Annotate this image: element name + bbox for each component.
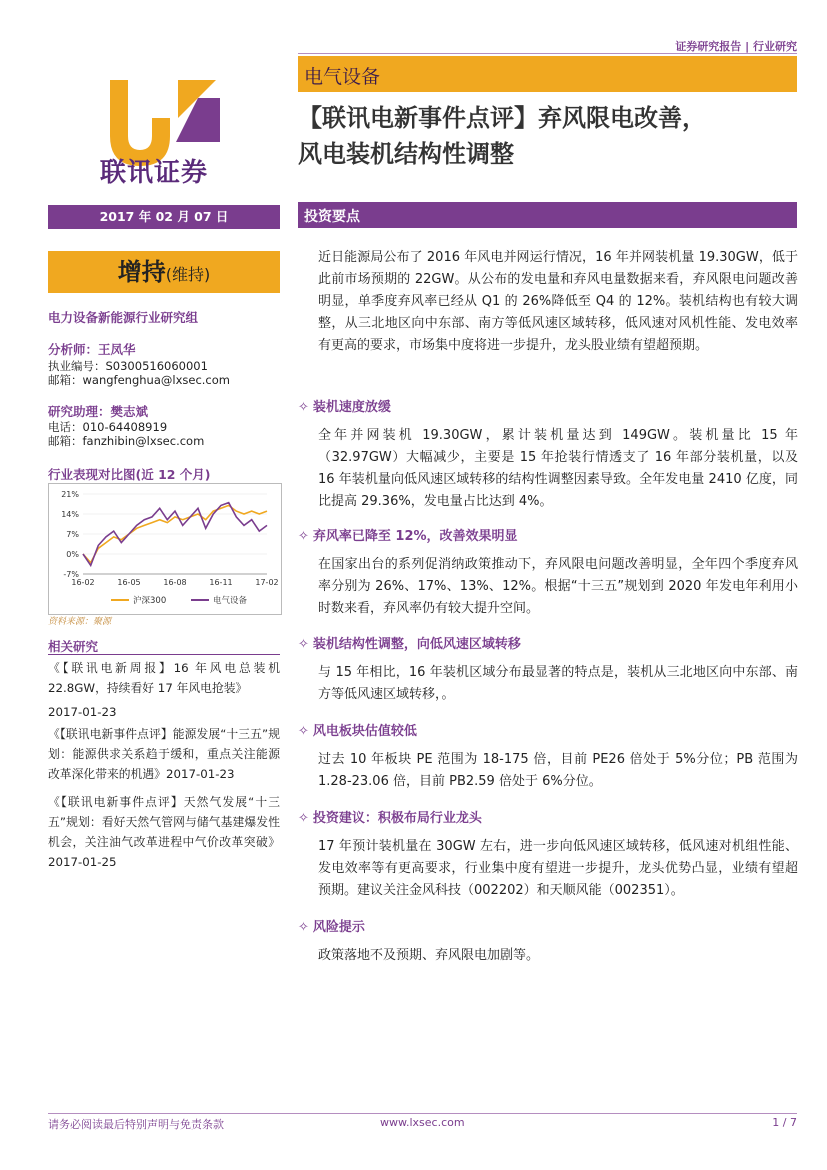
diamond-icon: ✧ (298, 400, 309, 415)
section-body: 过去 10 年板块 PE 范围为 18-175 倍，目前 PE26 倍处于 5%分位；PB 范围为 1.28-23.06 倍，目前 PB2.59 倍处于 6%分位。 (318, 752, 798, 789)
company-logo-text: 联讯证券 (100, 158, 209, 188)
x-tick-label: 16-08 (163, 578, 187, 587)
title-line-2: 风电装机结构性调整 (298, 140, 514, 168)
page-number: 1 / 7 (772, 1116, 797, 1129)
rating-sub: (维持) (165, 265, 211, 284)
analyst-cert: 执业编号：S0300516060001 (48, 359, 208, 373)
section-body: 与 15 年相比，16 年装机区域分布最显著的特点是，装机从三北地区向中东部、南方等低风速区域转移，。 (318, 665, 798, 702)
footer-disclaimer[interactable]: 请务必阅读最后特别声明与免责条款 (48, 1118, 224, 1131)
diamond-icon: ✧ (298, 637, 309, 652)
report-title (298, 100, 798, 172)
y-tick-label: 14% (61, 510, 79, 519)
diamond-icon: ✧ (298, 811, 309, 826)
chart-svg (49, 484, 281, 614)
y-tick-label: 0% (66, 550, 79, 559)
x-tick-label: 16-05 (117, 578, 141, 587)
analyst-email[interactable]: 邮箱：wangfenghua@lxsec.com (48, 373, 230, 387)
key-points-title: 投资要点 (304, 209, 360, 225)
sector-label: 电气设备 (304, 66, 381, 88)
footer-website[interactable]: www.lxsec.com (380, 1116, 465, 1129)
analyst-info (48, 359, 230, 387)
intro-paragraph: 近日能源局公布了 2016 年风电并网运行情况，16 年并网装机量 19.30GW，低于此前市场预期的 22GW。从公布的发电量和弃风电量数据来看，弃风限电问题改善明显，单季度弃风率已经从 Q1 的 26%降低至 Q4 的 12%。装机结构也有较大调整，从三北地区向中东部、南方等低风速区域转移，低风速对风机性能、发电效率有更高的要求，市场集中度将进一步提升，龙头股业绩有望超预期。 (318, 250, 798, 353)
section-body: 在国家出台的系列促消纳政策推动下，弃风限电问题改善明显，全年四个季度弃风率分别为 26%、17%、13%、12%。根据“十三五”规划到 2020 年发电年利用小时数来看，弃风率仍有较大提升空间。 (318, 557, 798, 616)
analyst-name: 分析师：王凤华 (48, 342, 136, 357)
chart-title: 行业表现对比图(近 12 个月) (48, 467, 211, 482)
related-rule (48, 654, 280, 655)
chart-source: 资料来源：聚源 (48, 617, 112, 627)
legend-label: 沪深300 (133, 596, 167, 606)
x-tick-label: 16-11 (209, 578, 233, 587)
legend-label: 电气设备 (213, 596, 248, 606)
related-item[interactable]: 《【联讯电新事件点评】天然气发展“十三五”规划：看好天然气管网与储气基建爆发性机会，关注油气改革进程中气价改革突破》2017-01-25 (48, 795, 280, 869)
related-item[interactable]: 《【联讯电新事件点评】能源发展“十三五”规划：能源供求关系趋于缓和，重点关注能源改革深化带来的机遇》2017-01-23 (48, 727, 280, 781)
section-body: 政策落地不及预期、弃风限电加剧等。 (318, 948, 540, 963)
section-heading: ✧ 装机结构性调整，向低风速区域转移 (298, 637, 521, 652)
assistant-info (48, 420, 204, 448)
report-type-tag: 证券研究报告 | 行业研究 (675, 40, 797, 53)
header-rule (298, 53, 797, 54)
rating-box (48, 251, 280, 293)
section-heading: ✧ 装机速度放缓 (298, 400, 391, 415)
section-heading: ✧ 风险提示 (298, 920, 365, 935)
rating: 增持 (117, 258, 166, 286)
title-line-1: 【联讯电新事件点评】弃风限电改善， (298, 104, 706, 132)
diamond-icon: ✧ (298, 920, 309, 935)
y-tick-label: -7% (63, 570, 79, 579)
diamond-icon: ✧ (298, 529, 309, 544)
related-item[interactable]: 《【联讯电新周报】16 年风电总装机 22.8GW，持续看好 17 年风电抢装》 (48, 661, 280, 695)
x-tick-label: 17-02 (255, 578, 279, 587)
y-tick-label: 21% (61, 490, 79, 499)
section-heading: ✧ 弃风率已降至 12%，改善效果明显 (298, 529, 518, 544)
diamond-icon: ✧ (298, 724, 309, 739)
section-body: 17 年预计装机量在 30GW 左右，进一步向低风速区域转移，低风速对机组性能、发电效率等有更高要求，行业集中度有望进一步提升，龙头优势凸显，业绩有望超预期。建议关注金风科技（002202）和天顺风能（002351）。 (318, 839, 798, 898)
x-tick-label: 16-02 (71, 578, 95, 587)
report-date: 2017 年 02 月 07 日 (48, 205, 280, 229)
assistant-phone: 电话：010-64408919 (48, 420, 168, 434)
section-body: 全年并网装机 19.30GW，累计装机量达到 149GW。装机量比 15 年（32.97GW）大幅减少，主要是 15 年抢装行情透支了 16 年部分装机量，以及 16 年装机量向低风速区域转移的结构性调整因素导致。全年发电量 2410 亿度，同比提高 29.36%，发电量占比达到 4%。 (318, 428, 798, 509)
related-research-title: 相关研究 (48, 639, 99, 654)
section-heading: ✧ 投资建议：积极布局行业龙头 (298, 811, 482, 826)
key-points-bar (298, 202, 797, 228)
section-heading: ✧ 风电板块估值较低 (298, 724, 417, 739)
footer-rule (48, 1113, 797, 1114)
research-group: 电力设备新能源行业研究组 (48, 310, 199, 325)
y-tick-label: 7% (66, 530, 79, 539)
sector-bar (298, 56, 797, 92)
related-item-date: 2017-01-23 (48, 705, 117, 719)
assistant-email[interactable]: 邮箱：fanzhibin@lxsec.com (48, 434, 205, 448)
assistant-name: 研究助理：樊志斌 (48, 404, 149, 419)
performance-chart (48, 483, 282, 615)
